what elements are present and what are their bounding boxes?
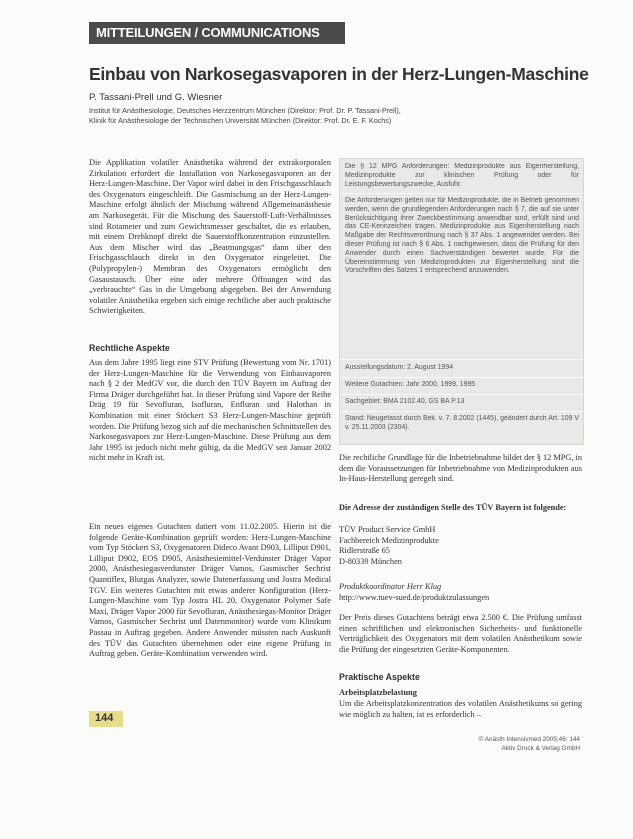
legal-paragraph-1: Aus dem Jahre 1995 liegt eine STV Prüfung (Bewertung vom Nr. 1701) der Herz-Lungen-Maschine für die Verwendung von Einbauvaporen nach § 2 der MedGV vor, die durch den TÜV Bayern im Auftrag der Firma Dräger durchgeführt hat. In dieser Prüfung sind Vapore der Reihe Dräg 19 für Sevofluran, Isofluran, Enfluran und Halothan in Kombination mit einer Stöckert S3 Herz-Lungen-Maschine geprüft worden. Die Prüfung bezog sich auf die mechanischen Schnittstellen des Narkosegasvapors zur Herz-Lungen-Maschine. Diese Prüfung aus dem Jahr 1995 ist jedoch nicht mehr gültig, da die MedGV seit Januar 2002 nicht mehr in Kraft ist.	[89, 358, 331, 463]
contact-url[interactable]: http://www.tuev-sued.de/produktzulassungen	[339, 593, 490, 602]
page-number-tab	[89, 711, 123, 727]
contact-name: Produktkoordinator Herr Klug	[339, 582, 442, 591]
info-box-further: Weitere Gutachten: Jahr 2000, 1999, 1995	[345, 381, 476, 388]
info-box-text-1: Die § 12 MPG Anforderungen: Medizinprodukte aus Eigenherstellung, Medizinprodukte zur klinischen Prüfung oder für Leistungsbewertungszwecke, Ausfuhr.	[345, 163, 579, 188]
footer-copyright: © Anästh Intensivmed 2005;46: 144	[478, 736, 580, 743]
address-line: TÜV Product Service GmbH	[339, 525, 436, 534]
article-authors: P. Tassani-Prell und G. Wiesner	[89, 92, 223, 103]
affiliation-line: Institut für Anästhesiologie, Deutsches Herzzentrum München (Direktor: Prof. Dr. P. Tassani-Prell),	[89, 106, 401, 115]
workplace-paragraph: Um die Arbeitsplatzkonzentration des volatilen Anästhetikums so gering wie möglich zu halten, ist es erforderlich –	[339, 699, 582, 719]
banner-label: MITTEILUNGEN / COMMUNICATIONS	[96, 25, 320, 40]
legal-paragraph-2: Ein neues eigenes Gutachten datiert vom 11.02.2005. Hierin ist die folgende Geräte-Kombination geprüft worden: Herz-Lungen-Maschine vom Typ Stöckert S3, Oxygenatoren Dideco Avant D903, Lilliput D901, Lilliput D902, EOS D905, Anästhesiemittel-Verdunster Dräger Vapor 2000, Anästhesiegasverdunster Dräger Vamos, Gasmischer Sechrist Quantiflex, Blutgas Analyzer, sowie Datenerfassung und Jostra Medical TGV. Ein weiteres Gutachten mit etwas anderer Konfiguration (Herz-Lungen-Maschine vom Typ Jostra HL 20, Oxygenator Polymer Safe Maxi, Dräger Vapor 2000 für Sevofluran, Anästhesiegas-Monitor Dräger Vamos, Gasmischer Sechrist und Datenmonitor) wurde vom Klinikum Passau in Auftrag gegeben. Andere Anwender müssten nach Auskunft des TÜV das Gutachten übernehmen oder eine eigene Prüfung in Auftrag geben. Geräte-Kombination verwenden wird.	[89, 522, 331, 659]
info-box-divider	[340, 394, 583, 395]
info-box-divider	[340, 411, 583, 412]
info-box	[339, 158, 584, 445]
info-box-status: Stand: Neugefasst durch Bek. v. 7. 8.2002 (1445), geändert durch Art. 109 V v. 25.11.2003 (2304).	[345, 415, 579, 431]
info-box-divider	[340, 359, 583, 360]
affiliation-line: Klinik für Anästhesiologie der Technischen Universität München (Direktor: Prof. Dr. E. F. Kochs)	[89, 116, 392, 125]
address-line: Ridlerstraße 65	[339, 546, 390, 556]
section-banner	[89, 22, 345, 44]
info-box-divider	[340, 193, 583, 194]
address-block	[339, 525, 582, 567]
page-number: 144	[95, 712, 114, 724]
subheading-workplace: Arbeitsplatzbelastung	[339, 688, 417, 697]
address-line: Fachbereich Medizinprodukte	[339, 535, 439, 545]
legal-basis-paragraph: Die rechtliche Grundlage für die Inbetriebnahme bildet der § 12 MPG, in dem die Voraussetzungen für Inbetriebnahme von Medizinprodukten aus In-Haus-Herstellung geregelt sind.	[339, 453, 582, 484]
address-heading: Die Adresse der zuständigen Stelle des TÜV Bayern ist folgende:	[339, 503, 567, 512]
author-affiliations	[89, 106, 589, 126]
info-box-date: Ausstellungsdatum: 2. August 1994	[345, 364, 454, 371]
info-box-divider	[340, 377, 583, 378]
intro-paragraph: Die Applikation volatiler Anästhetika während der extrakorporalen Zirkulation erfordert die Installation von Narkosegasvaporen an der Herz-Lungen-Maschine. Der Vapor wird dabei in den Frischgasschlauch des Oxygenators eingeschleift. Die Gasmischung an der Herz-Lungen-Maschine erfolgt ähnlich der Mischung während Allgemeinanästhesie am Narkosegerät. Für die Mischung des Sauerstoff-Luft-Verhältnisses sind Rotameter und zum Gewichtsmesser geschaltet, die es erlauben, mit einem Drehknopf direkt die Sauerstoffkonzentration einzustellen. Aus dem Mischer wird das „Beatmungsgas“ dann über den Frischgasschlauch direkt in den Oxygenator eingeleitet. Die (Polypropylen-) Membran des Oxygenators ermöglicht den Gasaustausch. Über eine oder mehrere Öffnungen wird das „verbrauchte“ Gas in die Umgebung abgegeben. Bei der Anwendung volatiler Anästhetika ergeben sich einige rechtliche aber auch praktische Schwierigkeiten.	[89, 158, 331, 316]
heading-legal-aspects: Rechtliche Aspekte	[89, 343, 170, 353]
info-box-subject: Sachgebiet: BMA 2102.40, GS BA P.13	[345, 398, 465, 405]
address-line: D-80339 München	[339, 556, 402, 566]
heading-practical-aspects: Praktische Aspekte	[339, 672, 420, 682]
article-title: Einbau von Narkosegasvaporen in der Herz-Lungen-Maschine	[89, 64, 589, 84]
cost-paragraph: Der Preis dieses Gutachtens beträgt etwa 2.500 €. Die Prüfung umfasst einen schriftlichen und elektronischen Sicherheits- und funktionelle Verträglichkeit des Oxygenators mit dem volatilen Anästhetikum sowie die Prüfung der eingesetzten Geräte-Komponenten.	[339, 613, 582, 654]
footer-publisher: Aktiv Druck & Verlag GmbH	[501, 745, 580, 752]
info-box-text-2: Die Anforderungen gelten nur für Medizinprodukte, die in Betrieb genommen werden, wenn die grundlegenden Anforderungen nach § 7, die auf sie unter Berücksichtigung ihrer Zweckbestimmung anwendbar sind, erfüllt sind und das CE-Kennzeichen tragen. Medizinprodukte aus Eigenherstellung nach Maßgabe der Rechtsverordnung nach § 37 Abs. 1 angewendet werden. Bei dieser Prüfung ist nach § 6 Abs. 1 nachgewiesen, dass die Prüfung für den Anwender durch einen Sachverständigen bewertet wurde. Für die Übereinstimmung von Medizinprodukten zur Eigenherstellung sind die Vorschriften des Satzes 1 entsprechend anzuwenden.	[345, 197, 579, 275]
